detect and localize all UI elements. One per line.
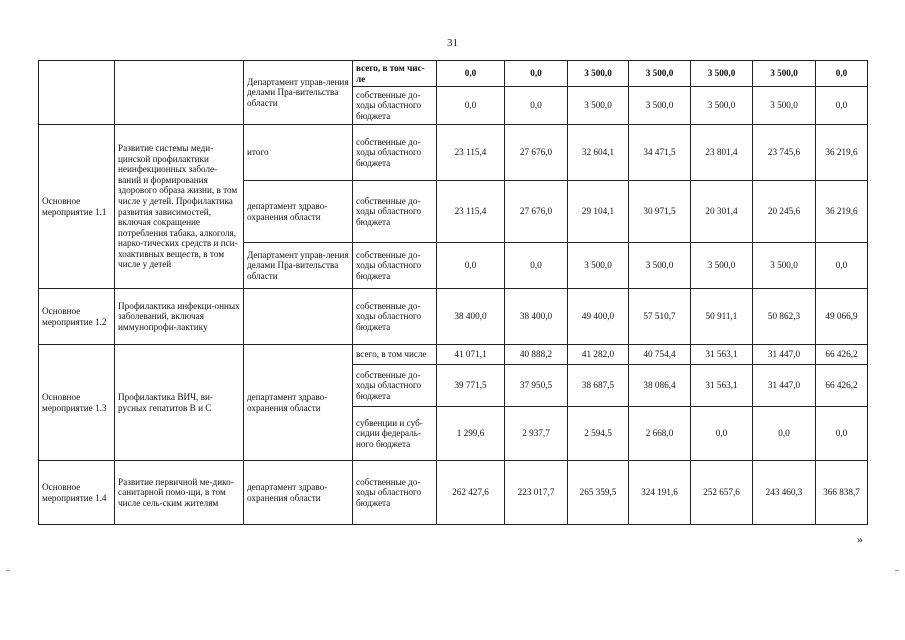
funding-source-cell: собственные до-ходы областного бюджета [353, 289, 437, 345]
value-cell: 0,0 [816, 407, 868, 461]
margin-dash [895, 570, 899, 571]
funding-source-cell: собственные до-ходы областного бюджета [353, 87, 437, 125]
value-cell: 38 687,5 [568, 365, 629, 407]
department-cell: департамент здраво-охранения области [244, 461, 353, 525]
value-cell: 37 950,5 [505, 365, 568, 407]
value-cell: 32 604,1 [568, 125, 629, 181]
value-cell: 31 447,0 [753, 365, 816, 407]
value-cell: 3 500,0 [568, 61, 629, 87]
value-cell: 34 471,5 [629, 125, 691, 181]
value-cell: 0,0 [437, 87, 505, 125]
value-cell: 3 500,0 [753, 61, 816, 87]
value-cell: 252 657,6 [691, 461, 753, 525]
value-cell: 27 676,0 [505, 181, 568, 243]
value-cell: 41 282,0 [568, 345, 629, 365]
value-cell: 20 301,4 [691, 181, 753, 243]
value-cell: 38 400,0 [437, 289, 505, 345]
measure-cell: Основное мероприятие 1.4 [39, 461, 115, 525]
value-cell: 23 745,6 [753, 125, 816, 181]
value-cell: 39 771,5 [437, 365, 505, 407]
value-cell: 324 191,6 [629, 461, 691, 525]
value-cell: 41 071,1 [437, 345, 505, 365]
value-cell: 57 510,7 [629, 289, 691, 345]
value-cell: 23 115,4 [437, 125, 505, 181]
value-cell: 3 500,0 [629, 87, 691, 125]
department-cell: Департамент управ-ления делами Пра-вительства области [244, 61, 353, 125]
table-row [39, 61, 868, 87]
margin-dash [6, 570, 10, 571]
value-cell: 3 500,0 [629, 243, 691, 289]
table-row [39, 461, 868, 525]
value-cell: 30 971,5 [629, 181, 691, 243]
page-number: 31 [447, 37, 458, 49]
value-cell: 243 460,3 [753, 461, 816, 525]
department-cell: департамент здраво-охранения области [244, 345, 353, 461]
description-cell: Профилактика ВИЧ, ви-русных гепатитов В и С [115, 345, 244, 461]
funding-source-cell: собственные до-ходы областного бюджета [353, 243, 437, 289]
value-cell: 3 500,0 [568, 87, 629, 125]
value-cell: 265 359,5 [568, 461, 629, 525]
value-cell: 36 219,6 [816, 125, 868, 181]
value-cell: 0,0 [505, 243, 568, 289]
description-cell [115, 61, 244, 125]
value-cell: 223 017,7 [505, 461, 568, 525]
closing-quote-mark: » [857, 532, 863, 546]
value-cell: 3 500,0 [691, 61, 753, 87]
value-cell: 20 245,6 [753, 181, 816, 243]
value-cell: 0,0 [816, 243, 868, 289]
table-row [39, 289, 868, 345]
value-cell: 29 104,1 [568, 181, 629, 243]
funding-source-cell: всего, в том чис-ле [353, 61, 437, 87]
value-cell: 27 676,0 [505, 125, 568, 181]
value-cell: 3 500,0 [691, 87, 753, 125]
value-cell: 366 838,7 [816, 461, 868, 525]
value-cell: 31 447,0 [753, 345, 816, 365]
value-cell: 3 500,0 [629, 61, 691, 87]
value-cell: 0,0 [437, 243, 505, 289]
table-row [39, 345, 868, 365]
value-cell: 50 862,3 [753, 289, 816, 345]
value-cell: 3 500,0 [753, 87, 816, 125]
value-cell: 0,0 [505, 61, 568, 87]
value-cell: 50 911,1 [691, 289, 753, 345]
department-cell: Департамент управ-ления делами Пра-вительства области [244, 243, 353, 289]
value-cell: 0,0 [816, 61, 868, 87]
value-cell: 2 937,7 [505, 407, 568, 461]
measure-cell: Основное мероприятие 1.2 [39, 289, 115, 345]
department-cell: итого [244, 125, 353, 181]
value-cell: 23 801,4 [691, 125, 753, 181]
value-cell: 38 086,4 [629, 365, 691, 407]
funding-source-cell: собственные до-ходы областного бюджета [353, 461, 437, 525]
value-cell: 36 219,6 [816, 181, 868, 243]
measure-cell: Основное мероприятие 1.3 [39, 345, 115, 461]
value-cell: 0,0 [691, 407, 753, 461]
measure-cell [39, 61, 115, 125]
value-cell: 40 888,2 [505, 345, 568, 365]
value-cell: 40 754,4 [629, 345, 691, 365]
measure-cell: Основное мероприятие 1.1 [39, 125, 115, 289]
description-cell: Развитие системы меди-цинской профилактики неинфекционных заболе-ваний и формирования здорового образа жизни, в том числе у детей. Профилактика развития зависимостей, включая сокращение потребления табака, алкоголя, нарко-тических средств и пси-хоактивных веществ, в том числе у детей [115, 125, 244, 289]
value-cell: 3 500,0 [568, 243, 629, 289]
value-cell: 0,0 [505, 87, 568, 125]
value-cell: 1 299,6 [437, 407, 505, 461]
value-cell: 49 400,0 [568, 289, 629, 345]
budget-table [38, 60, 868, 525]
table-row [39, 125, 868, 181]
department-cell: департамент здраво-охранения области [244, 181, 353, 243]
value-cell: 3 500,0 [753, 243, 816, 289]
value-cell: 66 426,2 [816, 365, 868, 407]
value-cell: 3 500,0 [691, 243, 753, 289]
funding-source-cell: собственные до-ходы областного бюджета [353, 125, 437, 181]
department-cell [244, 289, 353, 345]
value-cell: 0,0 [816, 87, 868, 125]
value-cell: 2 668,0 [629, 407, 691, 461]
description-cell: Развитие первичной ме-дико-санитарной помо-щи, в том числе сель-ским жителям [115, 461, 244, 525]
value-cell: 49 066,9 [816, 289, 868, 345]
value-cell: 262 427,6 [437, 461, 505, 525]
value-cell: 31 563,1 [691, 345, 753, 365]
funding-source-cell: собственные до-ходы областного бюджета [353, 181, 437, 243]
value-cell: 23 115,4 [437, 181, 505, 243]
value-cell: 38 400,0 [505, 289, 568, 345]
description-cell: Профилактика инфекци-онных заболеваний, включая иммунопрофи-лактику [115, 289, 244, 345]
funding-source-cell: субвенции и суб-сидии федераль-ного бюджета [353, 407, 437, 461]
value-cell: 0,0 [437, 61, 505, 87]
funding-source-cell: собственные до-ходы областного бюджета [353, 365, 437, 407]
value-cell: 66 426,2 [816, 345, 868, 365]
value-cell: 2 594,5 [568, 407, 629, 461]
funding-source-cell: всего, в том числе [353, 345, 437, 365]
value-cell: 31 563,1 [691, 365, 753, 407]
value-cell: 0,0 [753, 407, 816, 461]
